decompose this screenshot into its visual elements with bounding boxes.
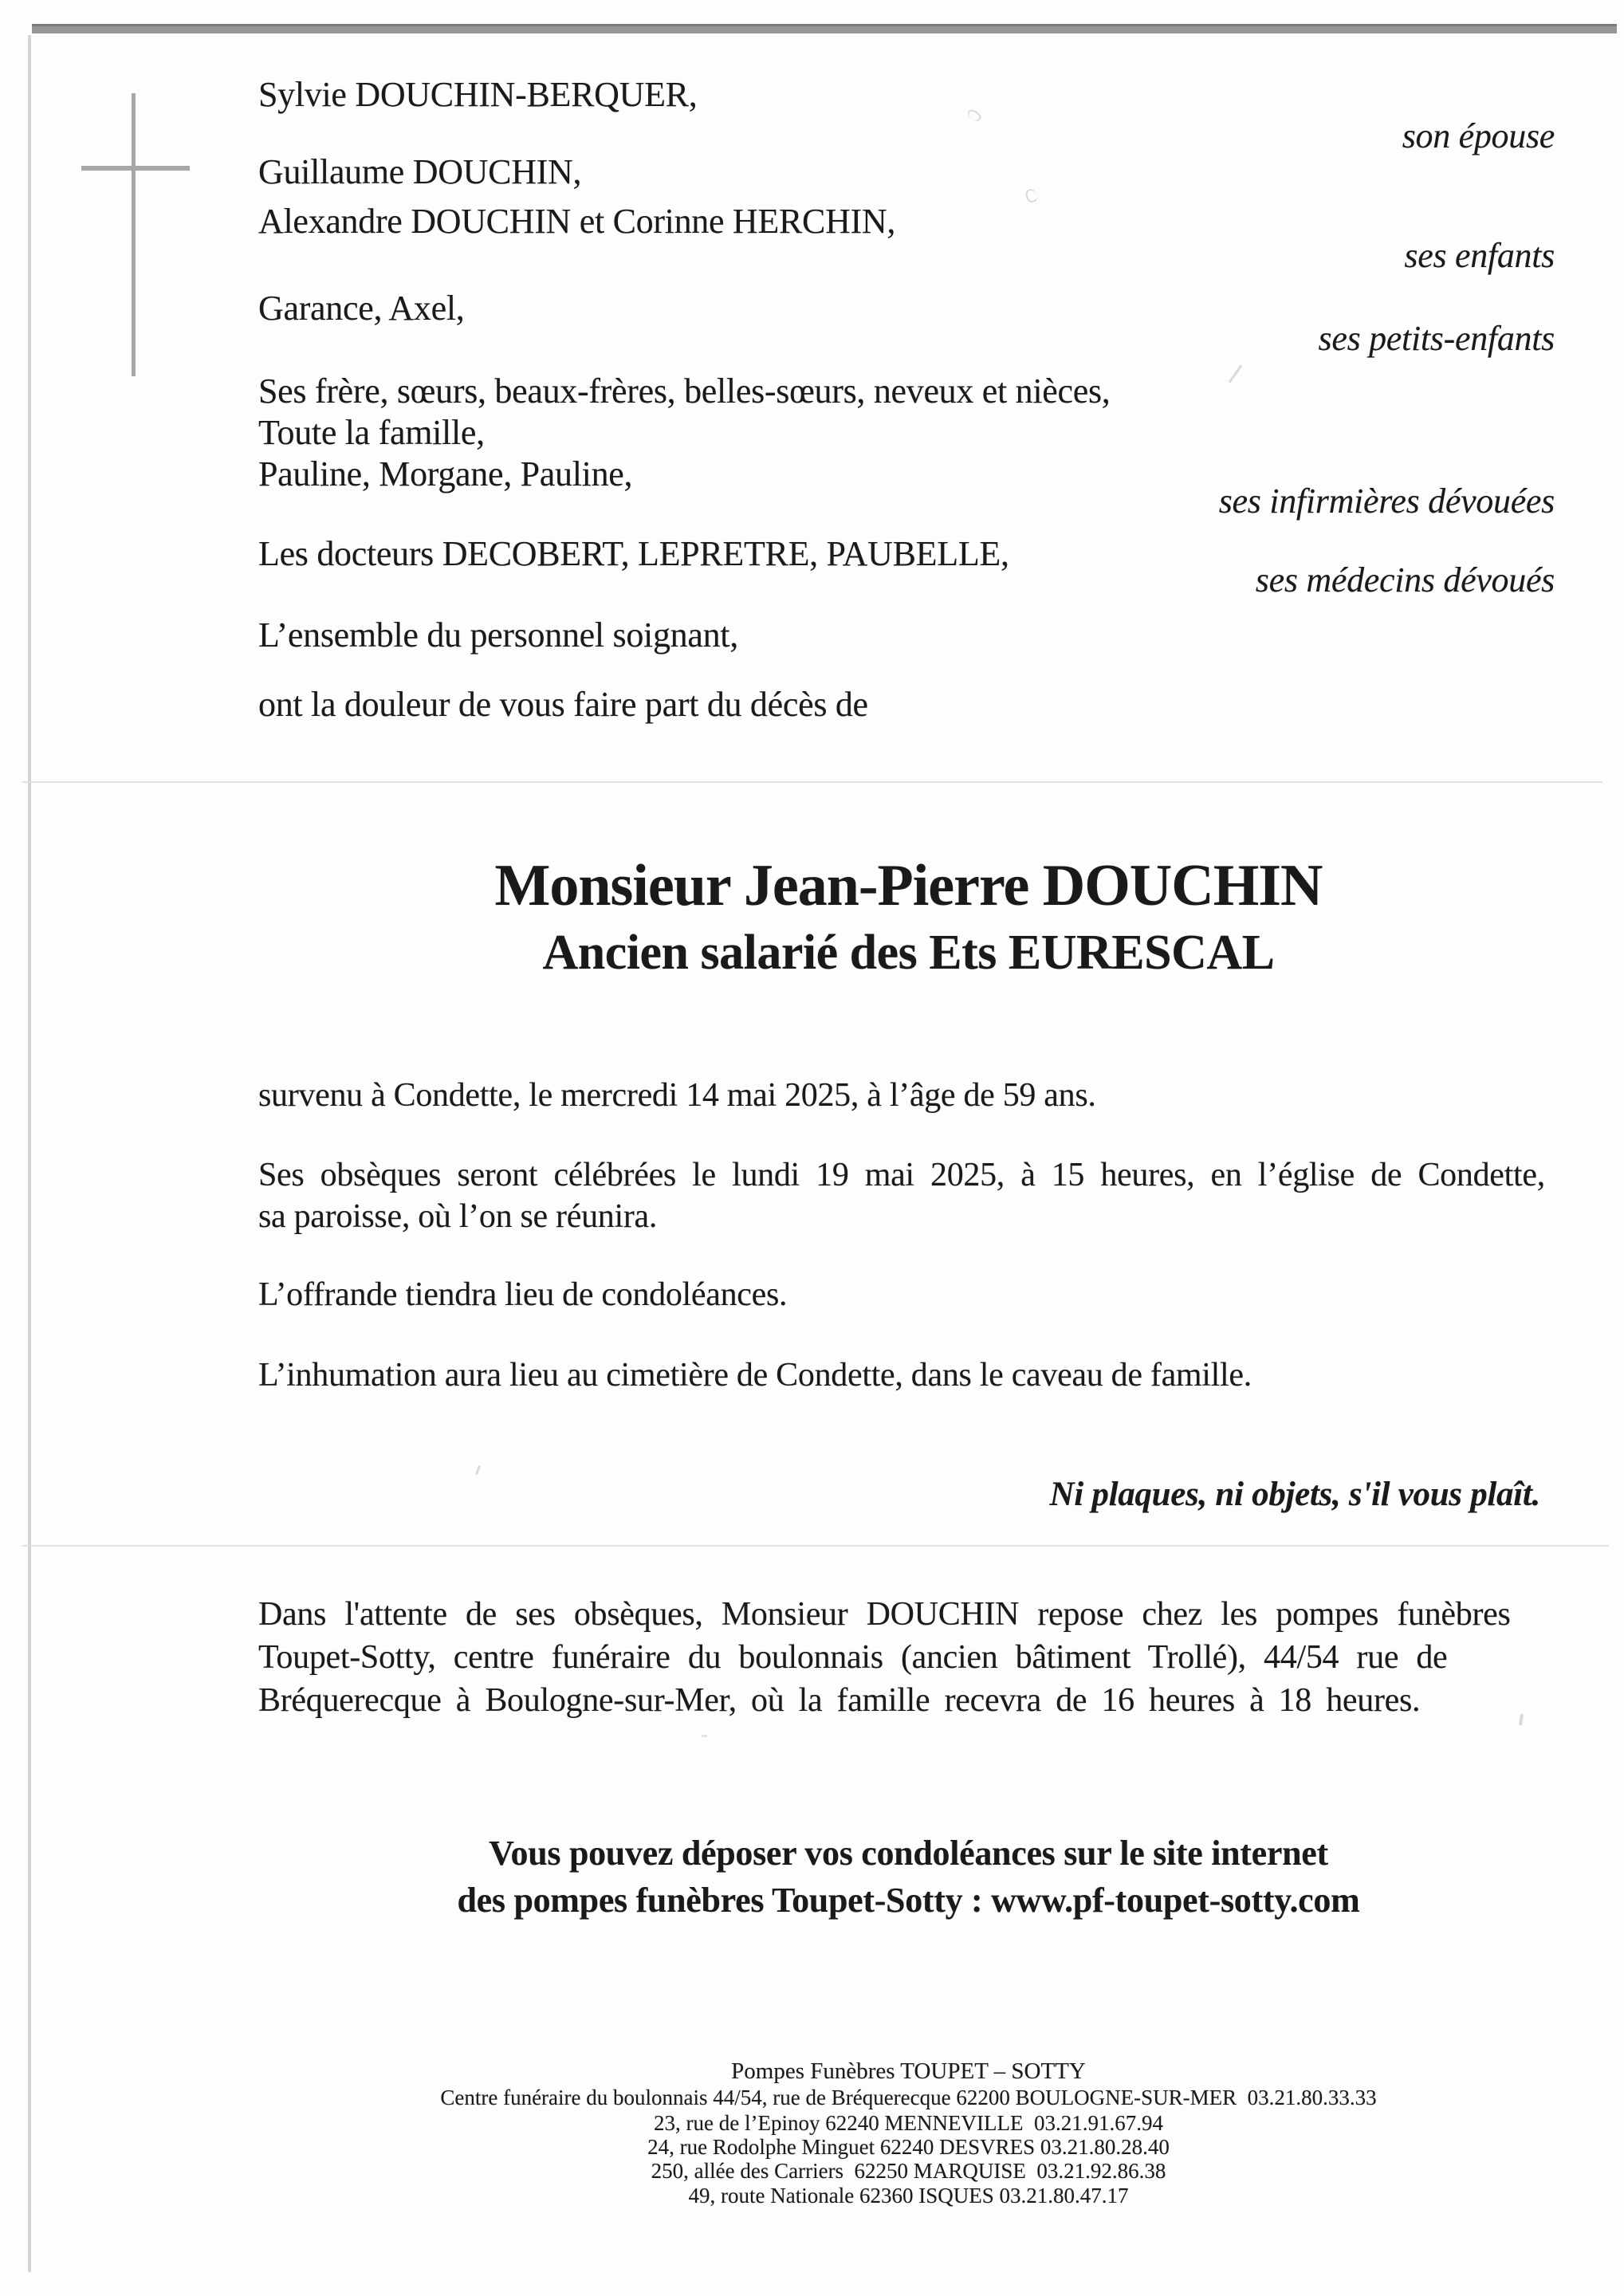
- death-details: survenu à Condette, le mercredi 14 mai 2025, à l’âge de 59 ans.: [258, 1077, 1096, 1114]
- repose-line-2: Toupet-Sotty, centre funéraire du boulonnais (ancien bâtiment Trollé), 44/54 rue de: [258, 1639, 1448, 1676]
- scan-speck: [1024, 188, 1038, 204]
- deceased-name-title: Monsieur Jean-Pierre DOUCHIN: [494, 853, 1323, 918]
- funeral-home-name: Pompes Funèbres TOUPET – SOTTY: [731, 2058, 1086, 2084]
- condolences-site-line-1: Vous pouvez déposer vos condoléances sur le site internet: [489, 1834, 1328, 1873]
- funeral-details-line-2: sa paroisse, où l’on se réunira.: [258, 1198, 658, 1235]
- condolences-site-line-2: des pompes funèbres Toupet-Sotty : www.pf-toupet-sotty.com: [457, 1881, 1360, 1920]
- repose-line-3: Bréquerecque à Boulogne-sur-Mer, où la famille recevra de 16 heures à 18 heures.: [258, 1682, 1421, 1719]
- page-edge-shadow: [28, 35, 31, 2272]
- label-children-role: ses enfants: [1404, 236, 1555, 275]
- cross-vertical-bar: [132, 93, 136, 376]
- scan-fold-line-bottom: [22, 1545, 1609, 1547]
- label-spouse-role: son épouse: [1402, 116, 1555, 155]
- funeral-home-address-3: 24, rue Rodolphe Minguet 62240 DESVRES 03.21.80.28.40: [647, 2135, 1170, 2159]
- scan-speck: [702, 1735, 707, 1737]
- line-son-name: Guillaume DOUCHIN,: [258, 152, 582, 191]
- line-doctors-names: Les docteurs DECOBERT, LEPRETRE, PAUBELLE,: [258, 534, 1009, 573]
- funeral-home-address-4: 250, allée des Carriers 62250 MARQUISE 03.21.92.86.38: [651, 2159, 1166, 2183]
- line-nurses-names: Pauline, Morgane, Pauline,: [258, 454, 633, 493]
- scan-speck: [1229, 364, 1242, 383]
- funeral-home-address-1: Centre funéraire du boulonnais 44/54, rue de Bréquerecque 62200 BOULOGNE-SUR-MER 03.21.80.33.33: [440, 2086, 1377, 2109]
- cross-horizontal-bar: [81, 166, 190, 171]
- repose-line-1: Dans l'attente de ses obsèques, Monsieur DOUCHIN repose chez les pompes funèbres: [258, 1596, 1511, 1633]
- scan-speck: [1519, 1714, 1524, 1725]
- label-doctors-role: ses médecins dévoués: [1255, 560, 1555, 600]
- funeral-home-address-2: 23, rue de l’Epinoy 62240 MENNEVILLE 03.21.91.67.94: [654, 2111, 1163, 2135]
- scan-fold-line-top: [22, 781, 1602, 783]
- no-plaques-note: Ni plaques, ni objets, s'il vous plaît.: [1049, 1476, 1540, 1513]
- offering-note: L’offrande tiendra lieu de condoléances.: [258, 1276, 788, 1313]
- line-care-staff: L’ensemble du personnel soignant,: [258, 615, 738, 655]
- deceased-subtitle: Ancien salarié des Ets EURESCAL: [542, 926, 1275, 980]
- line-son-and-partner: Alexandre DOUCHIN et Corinne HERCHIN,: [258, 202, 896, 241]
- label-nurses-role: ses infirmières dévouées: [1218, 482, 1555, 521]
- burial-note: L’inhumation aura lieu au cimetière de Condette, dans le caveau de famille.: [258, 1357, 1252, 1394]
- funeral-home-address-5: 49, route Nationale 62360 ISQUES 03.21.80.47.17: [688, 2184, 1129, 2208]
- scan-speck: [966, 108, 983, 124]
- line-whole-family: Toute la famille,: [258, 413, 485, 452]
- line-siblings: Ses frère, sœurs, beaux-frères, belles-sœurs, neveux et nièces,: [258, 372, 1111, 411]
- scan-speck: [475, 1465, 481, 1475]
- scan-top-bar: [32, 24, 1617, 33]
- line-spouse-name: Sylvie DOUCHIN-BERQUER,: [258, 75, 698, 114]
- label-grandchildren-role: ses petits-enfants: [1318, 319, 1555, 358]
- line-grandchildren: Garance, Axel,: [258, 289, 465, 328]
- funeral-details-line-1: Ses obsèques seront célébrées le lundi 19 mai 2025, à 15 heures, en l’église de Condette,: [258, 1157, 1545, 1193]
- line-announcement-intro: ont la douleur de vous faire part du décès de: [258, 685, 868, 724]
